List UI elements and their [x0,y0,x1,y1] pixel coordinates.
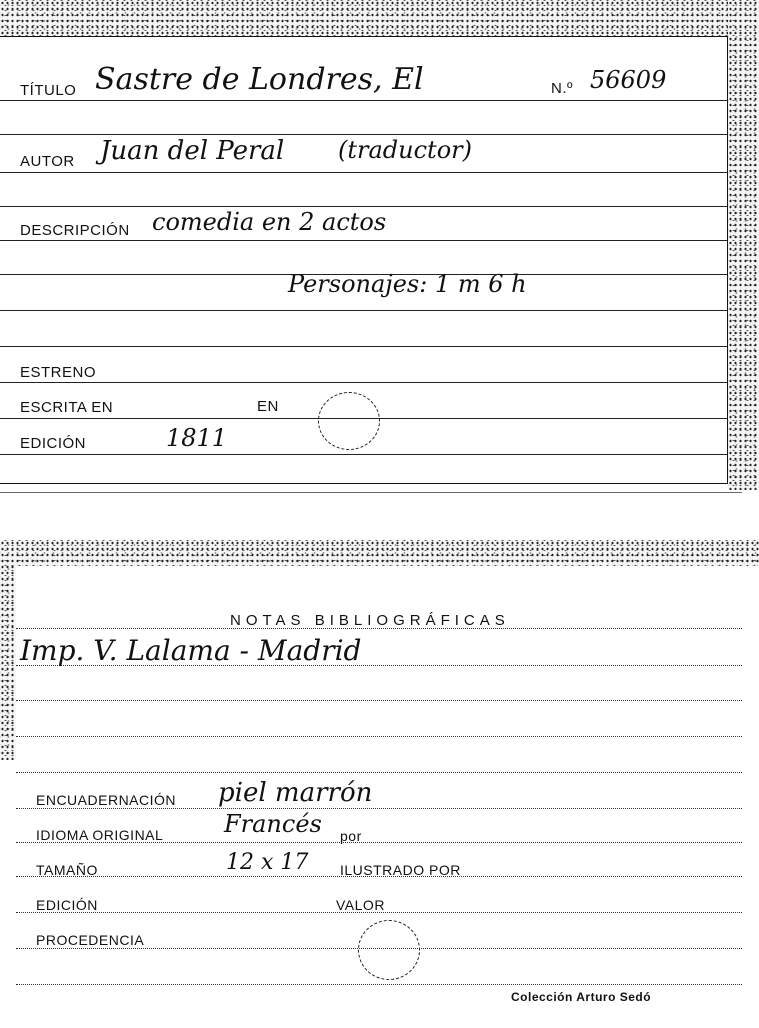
valor-label: VALOR [336,897,385,913]
numero-value: 56609 [590,66,667,94]
titulo-value: Sastre de Londres, El [95,62,424,97]
stamp-circle-2 [358,920,420,980]
autor-label: AUTOR [20,153,75,170]
estreno-label: ESTRENO [20,364,97,381]
notas-heading: NOTAS BIBLIOGRÁFICAS [230,612,510,629]
personajes-value: Personajes: 1 m 6 h [288,270,527,298]
numero-label: N.º [551,80,573,97]
idioma-original-label: IDIOMA ORIGINAL [36,827,164,843]
en-label: EN [257,398,279,415]
autor-role-value: (traductor) [338,136,472,164]
encuadernacion-label: ENCUADERNACIÓN [36,792,177,808]
notas-value: Imp. V. Lalama - Madrid [20,634,362,667]
stamp-circle [318,392,380,450]
descripcion-value: comedia en 2 actos [152,208,387,236]
autor-value: Juan del Peral [100,136,285,166]
edicion-value: 1811 [166,424,228,452]
titulo-label: TÍTULO [20,82,77,99]
card-separator [0,492,742,493]
por-label: por [340,828,362,844]
ilustrado-por-label: ILUSTRADO POR [340,862,461,878]
card2-top-edge [0,540,759,566]
encuadernacion-value: piel marrón [218,778,373,808]
edicion-label: EDICIÓN [20,435,87,452]
tamano-value: 12 x 17 [226,850,309,875]
descripcion-label: DESCRIPCIÓN [20,222,130,239]
edicion2-label: EDICIÓN [36,897,98,913]
procedencia-label: PROCEDENCIA [36,932,145,948]
card1-top-edge [0,0,759,36]
card1-right-edge [728,0,759,490]
escrita-en-label: ESCRITA EN [20,399,114,416]
card2-left-edge [0,540,16,760]
tamano-label: TAMAÑO [36,862,98,878]
collection-footer: Colección Arturo Sedó [511,990,652,1004]
idioma-original-value: Francés [224,810,322,838]
